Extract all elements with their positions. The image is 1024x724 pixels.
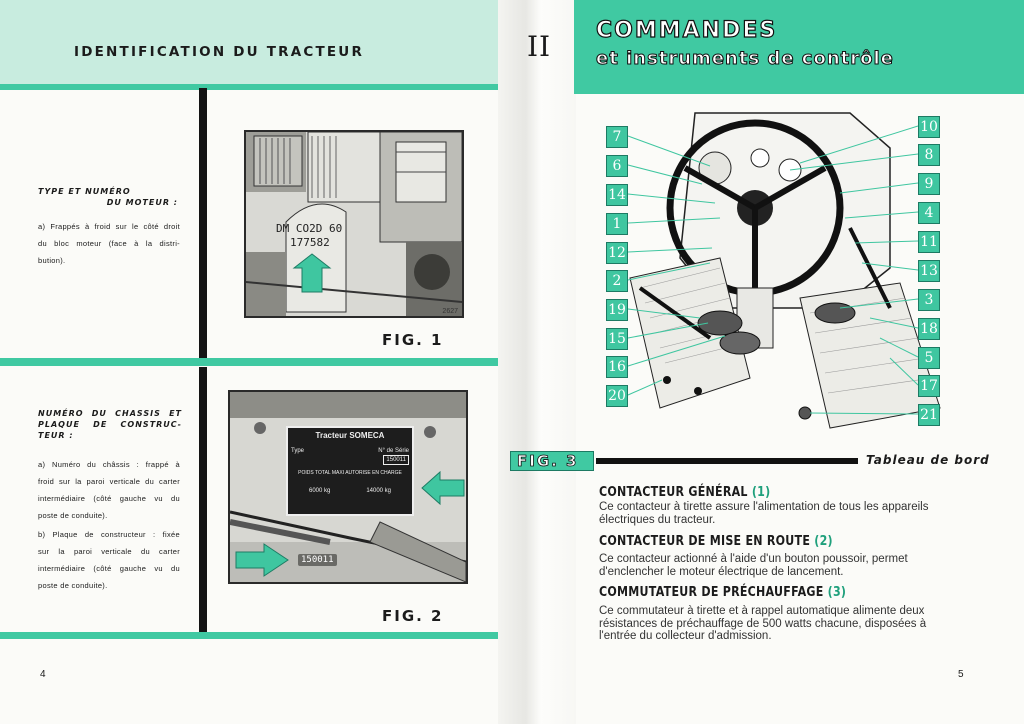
callout-tag: 21 (918, 404, 940, 426)
section1-heading-line2: DU MOTEUR : (106, 198, 178, 207)
fig3-rule (596, 458, 858, 464)
arrow-left-icon (420, 468, 466, 508)
right-header-band (574, 0, 1024, 94)
callout-tag: 3 (918, 289, 940, 311)
section-number: (2) (814, 533, 833, 549)
text-line: poste de conduite). (38, 581, 108, 590)
manufacturer-plate (286, 426, 414, 516)
text-line: intermédiaire (côté gauche vu du (38, 494, 180, 503)
plate-weight-2: 14000 kg (366, 488, 392, 494)
text-line: poste de conduite). (38, 511, 108, 520)
callout-tag: 16 (606, 356, 628, 378)
section1-heading-line1: TYPE ET NUMÉRO (38, 187, 131, 196)
callout-tag: 1 (606, 213, 628, 235)
plate-row (291, 487, 409, 495)
section-title-prechauffage (599, 584, 846, 600)
fig3-dashboard-drawing (600, 108, 960, 438)
left-page-number: 4 (40, 669, 46, 680)
text-line: froid sur la paroi verticale du carter (38, 477, 180, 486)
plate-title: Tracteur SOMECA (315, 431, 385, 440)
text-line: sur la paroi verticale du carter (38, 547, 180, 556)
callout-tag: 8 (918, 144, 940, 166)
callout-tag: 9 (918, 173, 940, 195)
right-page-number: 5 (958, 669, 964, 680)
callout-tag: 11 (918, 231, 940, 253)
section2-para-a (38, 456, 180, 524)
section1-text (38, 218, 180, 269)
heading-line: PLAQUE DE CONSTRUC- (38, 420, 182, 429)
left-vertical-bar-bottom (199, 367, 207, 635)
plate-serial: 150011 (383, 455, 409, 465)
callout-tag: 17 (918, 375, 940, 397)
dashboard-drawing (600, 108, 960, 438)
left-header-title: IDENTIFICATION DU TRACTEUR (74, 44, 365, 60)
engine-code-stamp (276, 222, 346, 250)
plate-row (291, 455, 409, 465)
section1-heading (38, 186, 178, 208)
arrow-right-icon (234, 540, 290, 580)
plate-weight-1: 6000 kg (308, 488, 331, 494)
fig1-photo (244, 130, 464, 318)
callout-tag: 14 (606, 184, 628, 206)
arrow-up-icon (282, 252, 342, 296)
text-line: a) Frappés à froid sur le côté droit (38, 222, 180, 231)
plate-weight-line: POIDS TOTAL MAXI AUTORISE EN CHARGE (298, 470, 402, 476)
text-line: du bloc moteur (face à la distri- (38, 239, 180, 248)
right-title-line2: et instruments de contrôle (596, 48, 894, 69)
engine-code: DM CO2D 60 (276, 222, 343, 235)
callout-tag: 7 (606, 126, 628, 148)
left-header-rule (0, 84, 500, 90)
callout-tag: 6 (606, 155, 628, 177)
section2-heading (38, 408, 182, 441)
section-body: Ce contacteur actionné à l'aide d'un bouton poussoir, permet d'enclencher le moteur électrique de lancement. (599, 553, 908, 578)
engine-number: 177582 (290, 236, 330, 249)
section-title-text: CONTACTEUR GÉNÉRAL (599, 484, 748, 500)
text-line: b) Plaque de constructeur : fixée (38, 530, 180, 539)
section2-para-b (38, 526, 180, 594)
callout-tag: 15 (606, 328, 628, 350)
text-line: bution). (38, 256, 66, 265)
callout-tag: 5 (918, 347, 940, 369)
plate-type-label: Type (291, 448, 305, 454)
fig1-caption: FIG. 1 (382, 331, 444, 349)
fig3-title: Tableau de bord (866, 453, 990, 467)
text-line: intermédiaire (côté gauche vu du (38, 564, 180, 573)
heading-line: TEUR : (38, 431, 74, 440)
left-vertical-bar-top (199, 88, 207, 358)
callout-tag: 20 (606, 385, 628, 407)
section-number: (3) (827, 584, 847, 600)
chassis-stamp-number: 150011 (298, 554, 337, 566)
heading-line: NUMÉRO DU CHASSIS ET (38, 409, 182, 418)
right-title-line1: COMMANDES (596, 18, 778, 43)
section-body: Ce commutateur à tirette et à rappel automatique alimente deux résistances de préchauffage de 500 watts chacune, disposées à l'entrée du collecteur d'admission. (599, 605, 927, 642)
section-number: (1) (751, 484, 771, 500)
fig2-caption: FIG. 2 (382, 607, 444, 625)
callout-tag: 10 (918, 116, 940, 138)
callout-tag: 4 (918, 202, 940, 224)
plate-row (291, 447, 409, 455)
section-title-contacteur-general (599, 484, 770, 500)
text-line: a) Numéro du châssis : frappé à (38, 460, 180, 469)
middle-band (0, 358, 500, 366)
fig3-caption: FIG. 3 (517, 452, 579, 470)
section-title-mise-en-route (599, 533, 833, 549)
chapter-numeral: II (527, 30, 552, 63)
callout-tag: 18 (918, 318, 940, 340)
page-gutter (498, 0, 576, 724)
plate-serial-label: N° de Série (378, 448, 409, 454)
section-body: Ce contacteur à tirette assure l'alimentation de tous les appareils électriques du tracteur. (599, 501, 929, 526)
fig1-image-ref: 2627 (442, 308, 458, 315)
section-title-text: COMMUTATEUR DE PRÉCHAUFFAGE (599, 584, 824, 600)
callout-tag: 13 (918, 260, 940, 282)
callout-tag: 19 (606, 299, 628, 321)
bottom-band (0, 632, 500, 639)
fig2-photo (228, 390, 468, 584)
section-title-text: CONTACTEUR DE MISE EN ROUTE (599, 533, 811, 549)
callout-tag: 2 (606, 270, 628, 292)
callout-tag: 12 (606, 242, 628, 264)
